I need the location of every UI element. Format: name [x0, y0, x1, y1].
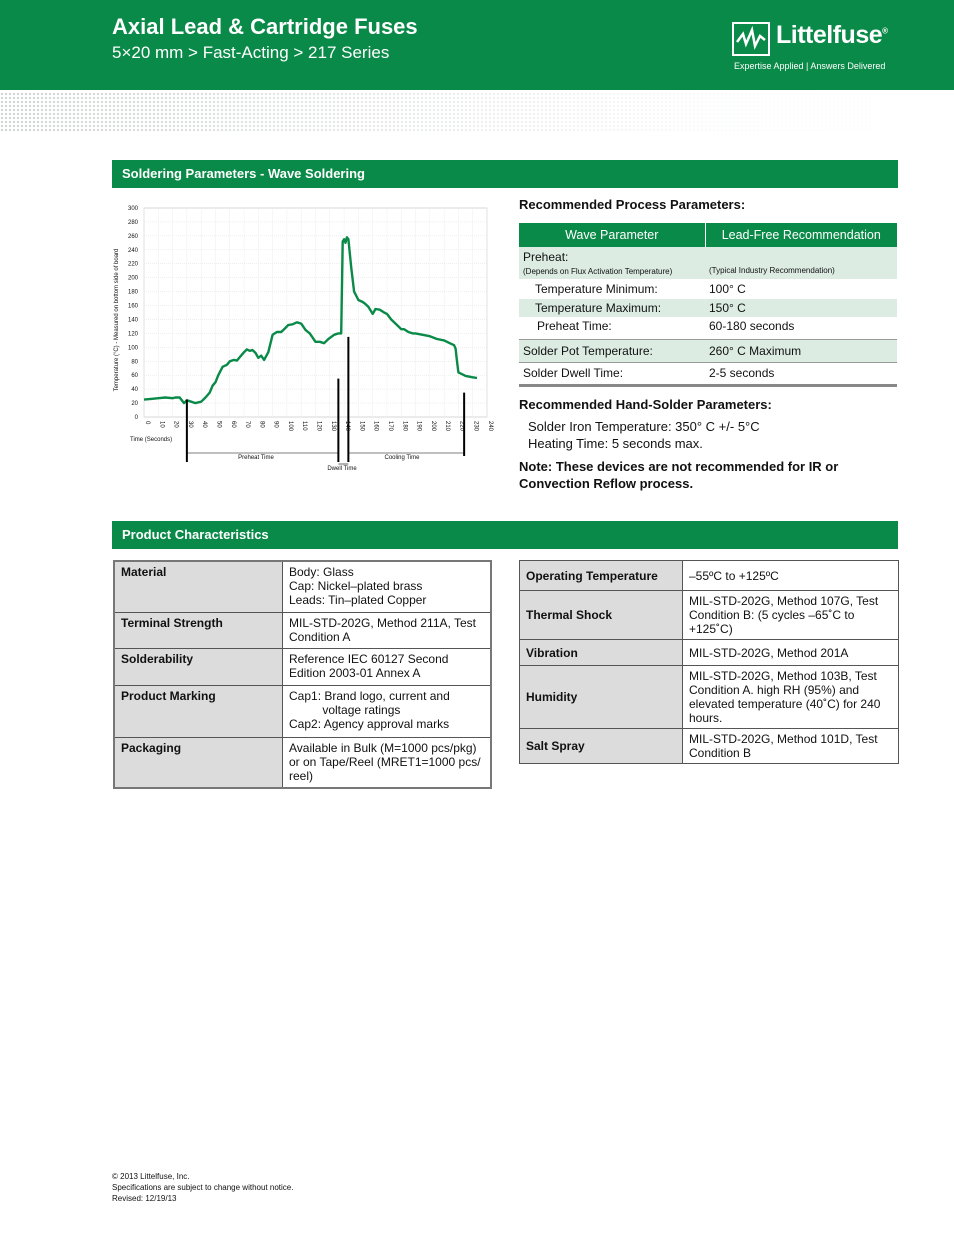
x-tick-label: 100	[286, 421, 293, 432]
y-tick-label: 160	[127, 303, 138, 310]
y-tick-label: 300	[127, 206, 138, 212]
temperature-profile-line	[144, 237, 477, 403]
temp-min-row	[519, 279, 897, 299]
table-row	[114, 561, 491, 612]
x-tick-label: 150	[358, 421, 365, 432]
y-tick-label: 240	[127, 247, 138, 254]
process-params-table	[519, 223, 897, 387]
x-tick-label: 30	[186, 421, 193, 428]
row-value: MIL-STD-202G, Method 101D, Test Condition B	[683, 729, 899, 764]
page-title: Axial Lead & Cartridge Fuses	[112, 14, 418, 39]
x-tick-label: 10	[158, 421, 165, 428]
row-key: Solderability	[114, 648, 283, 685]
logo-bolt-icon	[734, 24, 768, 54]
reflow-note: Note: These devices are not recommended for IR or Convection Reflow process.	[519, 459, 839, 491]
table-row	[520, 591, 899, 640]
table-row	[520, 561, 899, 591]
row-value: –55ºC to +125ºC	[683, 561, 899, 591]
copyright: © 2013 Littelfuse, Inc.	[112, 1172, 190, 1181]
row-key: Material	[114, 561, 283, 612]
hand-solder-line-2: Heating Time: 5 seconds max.	[528, 436, 703, 451]
solder-pot-row	[519, 340, 897, 363]
brand-logo	[732, 20, 902, 74]
x-tick-label: 230	[472, 421, 479, 432]
chart-grid	[144, 208, 487, 417]
x-tick-label: 70	[244, 421, 251, 428]
x-tick-label: 160	[372, 421, 379, 432]
x-tick-label: 180	[401, 421, 408, 432]
col-wave-parameter: Wave Parameter	[565, 228, 659, 242]
row-key: Packaging	[114, 737, 283, 788]
x-tick-label: 190	[415, 421, 422, 432]
x-tick-label: 170	[386, 421, 393, 432]
temp-max-row	[519, 299, 897, 317]
preheat-row	[519, 247, 897, 279]
y-tick-label: 80	[131, 359, 138, 366]
dwell-label: Solder Dwell Time:	[523, 366, 624, 380]
row-value: MIL-STD-202G, Method 211A, Test Condition A	[283, 612, 492, 648]
y-tick-label: 120	[127, 331, 138, 338]
brand-tagline: Expertise Applied | Answers Delivered	[734, 61, 886, 71]
table-row	[520, 729, 899, 764]
x-tick-label: 40	[201, 421, 208, 428]
characteristics-table-left	[113, 560, 492, 789]
row-key: Vibration	[520, 640, 683, 666]
row-value: Available in Bulk (M=1000 pcs/pkg) or on Tape/Reel (MRET1=1000 pcs/ reel)	[283, 737, 492, 788]
row-value: Reference IEC 60127 Second Edition 2003-01 Annex A	[283, 648, 492, 685]
y-tick-label: 60	[131, 373, 138, 380]
x-tick-label: 90	[272, 421, 279, 428]
row-value: MIL-STD-202G, Method 201A	[683, 640, 899, 666]
row-value: Body: Glass Cap: Nickel–plated brass Leads: Tin–plated Copper	[283, 561, 492, 612]
product-characteristics-heading: Product Characteristics	[112, 521, 898, 549]
temp-max-value: 150° C	[709, 301, 746, 315]
y-tick-label: 0	[134, 415, 138, 421]
process-table-header	[519, 223, 897, 247]
preheat-note: (Depends on Flux Activation Temperature)	[523, 267, 673, 276]
y-tick-label: 100	[127, 345, 138, 352]
y-tick-label: 40	[131, 387, 138, 394]
trademark-symbol: ®	[882, 26, 888, 36]
disclaimer: Specifications are subject to change without notice.	[112, 1183, 294, 1192]
row-key: Thermal Shock	[520, 591, 683, 640]
temp-max-label: Temperature Maximum:	[535, 301, 662, 315]
x-tick-label: 110	[301, 421, 308, 431]
wave-soldering-chart	[110, 198, 493, 478]
x-tick-label: 60	[229, 421, 236, 428]
x-tick-label: 240	[487, 421, 493, 432]
row-value: Cap1: Brand logo, current and voltage ratings Cap2: Agency approval marks	[283, 685, 492, 737]
row-value: MIL-STD-202G, Method 103B, Test Condition A. high RH (95%) and elevated temperature (40˚C) for 240 hours.	[683, 666, 899, 729]
preheat-time-value: 60-180 seconds	[709, 319, 795, 333]
row-value: MIL-STD-202G, Method 107G, Test Condition B: (5 cycles –65˚C to +125˚C)	[683, 591, 899, 640]
header-pattern-fade	[0, 92, 954, 132]
x-tick-label: 80	[258, 421, 265, 428]
temp-min-label: Temperature Minimum:	[535, 282, 658, 296]
brand-name: Littelfuse®	[776, 21, 888, 49]
preheat-time-row	[519, 317, 897, 340]
table-row	[114, 737, 491, 788]
preheat-label: Preheat:	[523, 250, 569, 264]
y-axis-label: Temperature (°C) - Measured on bottom side of board	[114, 248, 120, 392]
page-footer	[112, 1171, 293, 1204]
temp-min-value: 100° C	[709, 282, 746, 296]
time-markers	[187, 337, 464, 464]
preheat-time-label: Preheat Time	[238, 455, 274, 461]
y-tick-label: 20	[131, 401, 138, 408]
solder-pot-value: 260° C Maximum	[709, 344, 802, 358]
page-subtitle: 5×20 mm > Fast-Acting > 217 Series	[112, 43, 390, 62]
x-tick-label: 120	[315, 421, 322, 432]
table-row	[520, 666, 899, 729]
x-axis-label: Time (Seconds)	[130, 437, 173, 443]
x-axis-ticks	[144, 421, 493, 432]
x-tick-label: 0	[144, 421, 150, 425]
preheat-time-label: Preheat Time:	[537, 319, 612, 333]
y-tick-label: 220	[127, 261, 138, 268]
hand-solder-title: Recommended Hand-Solder Parameters:	[519, 397, 772, 412]
y-tick-label: 180	[127, 289, 138, 296]
wave-soldering-heading: Soldering Parameters - Wave Soldering	[112, 160, 898, 188]
row-key: Salt Spray	[520, 729, 683, 764]
preheat-note-2: (Typical Industry Recommendation)	[709, 266, 835, 275]
table-row	[114, 612, 491, 648]
page-header	[0, 0, 954, 90]
logo-mark-icon	[732, 22, 770, 56]
x-tick-label: 140	[344, 421, 351, 432]
dwell-time-label: Dwell Time	[327, 466, 357, 472]
cooling-time-label: Cooling Time	[384, 455, 420, 461]
y-axis-ticks	[128, 206, 139, 421]
x-tick-label: 130	[329, 421, 336, 432]
x-tick-label: 200	[429, 421, 436, 432]
table-row	[114, 685, 491, 737]
table-row	[520, 640, 899, 666]
dwell-value: 2-5 seconds	[709, 366, 775, 380]
row-key: Humidity	[520, 666, 683, 729]
y-tick-label: 260	[127, 233, 138, 240]
y-tick-label: 140	[127, 317, 138, 324]
table-row	[114, 648, 491, 685]
x-tick-label: 50	[215, 421, 222, 428]
x-tick-label: 210	[444, 421, 451, 432]
x-tick-label: 220	[458, 421, 465, 432]
characteristics-table-right	[519, 560, 899, 764]
col-lead-free: Lead-Free Recommendation	[705, 223, 897, 247]
row-key: Terminal Strength	[114, 612, 283, 648]
process-params-title: Recommended Process Parameters:	[519, 197, 746, 212]
revision-date: Revised: 12/19/13	[112, 1194, 177, 1203]
solder-pot-label: Solder Pot Temperature:	[523, 344, 653, 358]
row-key: Operating Temperature	[520, 561, 683, 591]
row-key: Product Marking	[114, 685, 283, 737]
x-tick-label: 20	[172, 421, 179, 428]
y-tick-label: 200	[127, 275, 138, 282]
y-tick-label: 280	[127, 219, 138, 226]
dwell-row	[519, 363, 897, 387]
hand-solder-line-1: Solder Iron Temperature: 350° C +/- 5°C	[528, 419, 760, 434]
